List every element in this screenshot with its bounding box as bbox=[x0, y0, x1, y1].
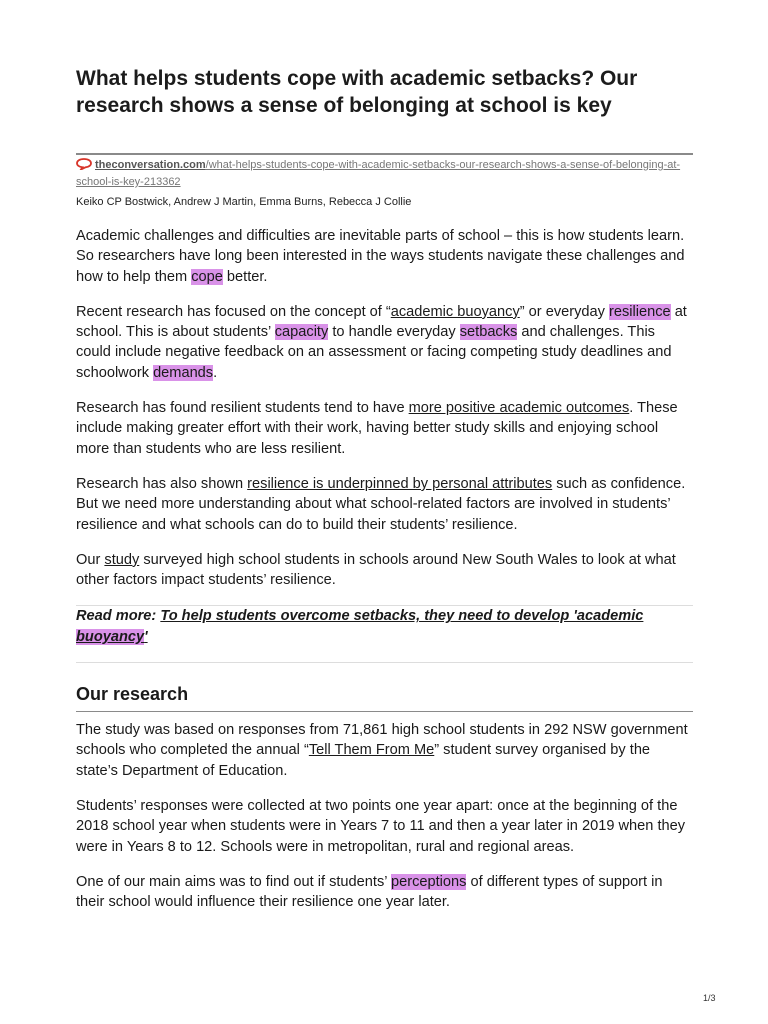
article-title: What helps students cope with academic setbacks? Our research shows a sense of belonging at school is key bbox=[76, 67, 638, 117]
article-body bbox=[76, 226, 693, 927]
link-study[interactable]: study bbox=[104, 551, 140, 568]
highlight: perceptions bbox=[391, 873, 467, 890]
paragraph: Research has also shown resilience is underpinned by personal attributes such as confidence. But we need more understanding about what school-related factors are involved in students’ resilience and what schools can do to build their students’ resilience. bbox=[76, 475, 686, 533]
speech-bubble-icon bbox=[76, 158, 92, 175]
paragraph: One of our main aims was to find out if students’ perceptions of different types of support in their school would influence their resilience one year later. bbox=[76, 873, 663, 911]
title-divider bbox=[76, 153, 693, 155]
source-domain[interactable]: theconversation.com bbox=[95, 159, 206, 171]
link-personal-attributes[interactable]: resilience is underpinned by personal attributes bbox=[247, 475, 553, 492]
read-more-bottom-divider bbox=[76, 662, 693, 663]
read-more-link[interactable]: To help students overcome setbacks, they need to develop 'academic buoyancy' bbox=[76, 608, 644, 645]
read-more-callout bbox=[76, 606, 693, 647]
link-tell-them-from-me[interactable]: Tell Them From Me bbox=[308, 742, 435, 759]
highlight: cope bbox=[191, 268, 223, 285]
paragraph: Our study surveyed high school students in schools around New South Wales to look at what other factors impact students’ resilience. bbox=[76, 551, 676, 589]
section-divider bbox=[76, 711, 693, 712]
paragraph: The study was based on responses from 71,861 high school students in 292 NSW government schools who completed the annual “Tell Them From Me” student survey organised by the state’s Department of Education. bbox=[76, 722, 688, 779]
paragraph: Students’ responses were collected at two points one year apart: once at the beginning of the 2018 school year when students were in Years 7 to 11 and then a year later in 2019 when they were in Years 8 to 12. Schools were in metropolitan, rural and regional areas. bbox=[76, 797, 686, 855]
highlight: buoyancy bbox=[76, 628, 145, 645]
paragraph: Research has found resilient students tend to have more positive academic outcomes. These include making greater effort with their work, having better study skills and enjoying school more than students who are less resilient. bbox=[76, 400, 678, 457]
link-academic-buoyancy[interactable]: academic buoyancy bbox=[390, 303, 520, 320]
highlight: capacity bbox=[274, 324, 329, 341]
link-positive-outcomes[interactable]: more positive academic outcomes bbox=[408, 400, 630, 417]
read-more-label: Read more: bbox=[76, 608, 161, 625]
highlight: resilience bbox=[608, 303, 671, 320]
section-heading: Our research bbox=[76, 684, 189, 705]
highlight: demands bbox=[153, 364, 214, 381]
article-authors: Keiko CP Bostwick, Andrew J Martin, Emma Burns, Rebecca J Collie bbox=[76, 196, 412, 208]
paragraph: Recent research has focused on the concept of “academic buoyancy” or everyday resilience at school. This is about students’ capacity to handle everyday setbacks and challenges. This could include negative feedback on an assessment or facing competing study deadlines and schoolwork demands. bbox=[76, 303, 687, 381]
page-number: 1/3 bbox=[703, 993, 716, 1003]
source-path[interactable]: /what-helps-students-cope-with-academic-setbacks-our-research-shows-a-sense-of-belonging-at-school-is-key-213362 bbox=[76, 159, 681, 188]
paragraph: Academic challenges and difficulties are inevitable parts of school – this is how students learn. So researchers have long been interested in the ways students navigate these challenges and how to help them cope better. bbox=[76, 228, 685, 285]
highlight: setbacks bbox=[459, 324, 518, 341]
source-url[interactable] bbox=[76, 158, 693, 190]
